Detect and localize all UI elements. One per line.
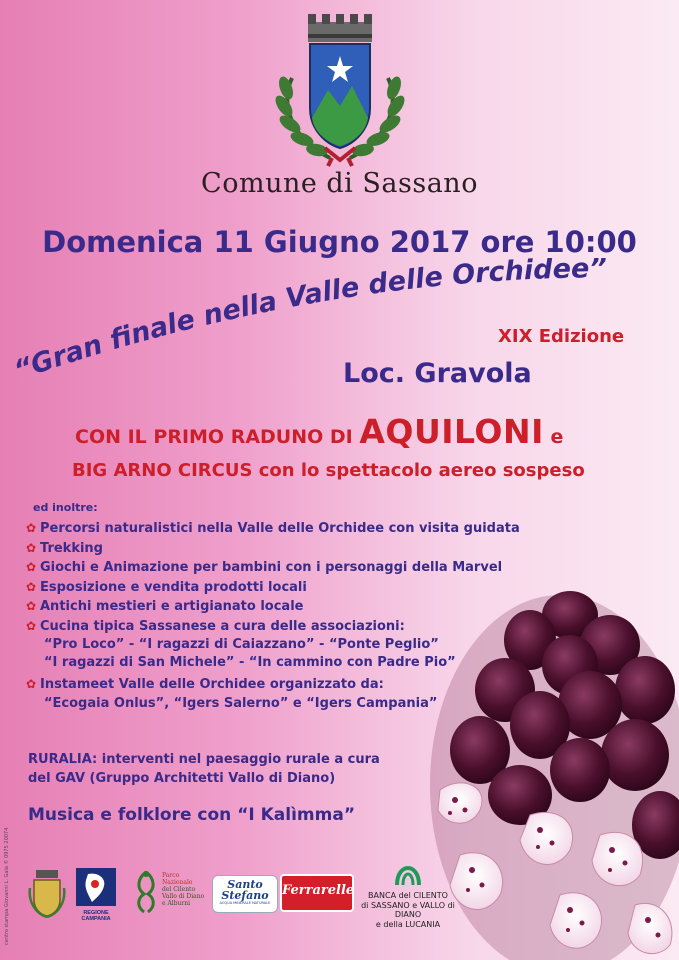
- santo-word: Santo: [227, 878, 263, 891]
- kite-gathering-line: [75, 412, 563, 451]
- aquiloni-word: AQUILONI: [359, 412, 544, 451]
- parco-line: Vallo di Diano: [162, 893, 205, 900]
- circus-name: BIG ARNO CIRCUS: [72, 460, 253, 481]
- bank-line: e della LUCANIA: [375, 919, 441, 929]
- program-subitem: “Ecogaia Onlus”, “Igers Salerno” e “Igers Campania”: [44, 695, 438, 711]
- ruralia-note: [28, 750, 380, 788]
- music-line: Musica e folklore con “I Kalìmma”: [28, 805, 355, 825]
- program-item: ✿ Antichi mestieri e artigianato locale: [26, 597, 546, 617]
- program-item: ✿ Percorsi naturalistici nella Valle delle Orchidee con visita guidata: [26, 519, 546, 539]
- ruralia-line: del GAV (Gruppo Architetti Vallo di Diano): [28, 771, 336, 786]
- edition-label: XIX Edizione: [498, 326, 625, 347]
- flower-bullet-icon: ✿: [26, 521, 37, 535]
- ruralia-line: RURALIA: interventi nel paesaggio rurale a cura: [28, 752, 380, 767]
- parco-line: del Cilento: [162, 886, 196, 893]
- santo-stefano-logo: [212, 875, 278, 913]
- event-date-time: Domenica 11 Giugno 2017 ore 10:00: [42, 225, 637, 259]
- flower-bullet-icon: ✿: [26, 618, 37, 633]
- raduno-suffix: e: [543, 426, 564, 448]
- parco-line: Parco Nazionale: [162, 872, 193, 886]
- crest-icon: [28, 868, 66, 918]
- event-title-text: “Gran finale nella Valle delle Orchidee”: [10, 258, 607, 387]
- program-subitem: “I ragazzi di San Michele” - “In cammino con Padre Pio”: [44, 655, 456, 670]
- bank-icon: [393, 865, 423, 887]
- sassano-crest-logo: [28, 868, 66, 922]
- coat-of-arms-icon: [270, 8, 410, 168]
- program-subitem: “Pro Loco” - “I ragazzi di Caiazzano” - “Ponte Peglio”: [44, 637, 439, 652]
- program-heading: ed inoltre:: [33, 501, 98, 514]
- municipality-name: Comune di Sassano: [201, 168, 478, 199]
- santo-tagline: ACQUA MINERALE NATURALE: [219, 901, 271, 905]
- bank-line: di SASSANO e VALLO di DIANO: [361, 900, 455, 919]
- flower-bullet-icon: ✿: [26, 677, 37, 691]
- printer-credit: centro stampa Giovanni L. Gala © 0975 20074: [4, 827, 10, 945]
- flower-bullet-icon: ✿: [26, 599, 37, 613]
- flower-bullet-icon: ✿: [26, 579, 37, 594]
- location-label: Loc. Gravola: [343, 358, 532, 389]
- parco-line: e Alburni: [162, 900, 191, 907]
- regione-label: REGIONE CAMPANIA: [81, 910, 111, 922]
- park-icon: [130, 868, 162, 914]
- bank-line: BANCA del CILENTO: [368, 891, 448, 900]
- program-item: ✿ Trekking: [26, 539, 546, 559]
- flower-bullet-icon: ✿: [26, 540, 37, 555]
- flower-bullet-icon: ✿: [26, 560, 37, 574]
- raduno-prefix: CON IL PRIMO RADUNO DI: [75, 426, 360, 448]
- ferrarelle-logo: [280, 874, 354, 912]
- program-item: ✿ Giochi e Animazione per bambini con i personaggi della Marvel: [26, 558, 546, 578]
- program-item: ✿ Cucina tipica Sassanese a cura delle associazioni:: [26, 617, 546, 637]
- parco-nazionale-logo: [130, 868, 208, 914]
- circus-line: [72, 460, 585, 481]
- regione-campania-logo: [68, 868, 124, 922]
- bcc-bank-logo: [352, 865, 464, 929]
- circus-description: con lo spettacolo aereo sospeso: [252, 460, 585, 481]
- ferrarelle-word: Ferrarelle: [282, 883, 355, 898]
- regione-campania-icon: [76, 868, 116, 906]
- stefano-word: Stefano: [221, 889, 269, 902]
- program-item: ✿ Esposizione e vendita prodotti locali: [26, 578, 546, 598]
- program-item: ✿ Instameet Valle delle Orchidee organizzato da:: [26, 675, 546, 695]
